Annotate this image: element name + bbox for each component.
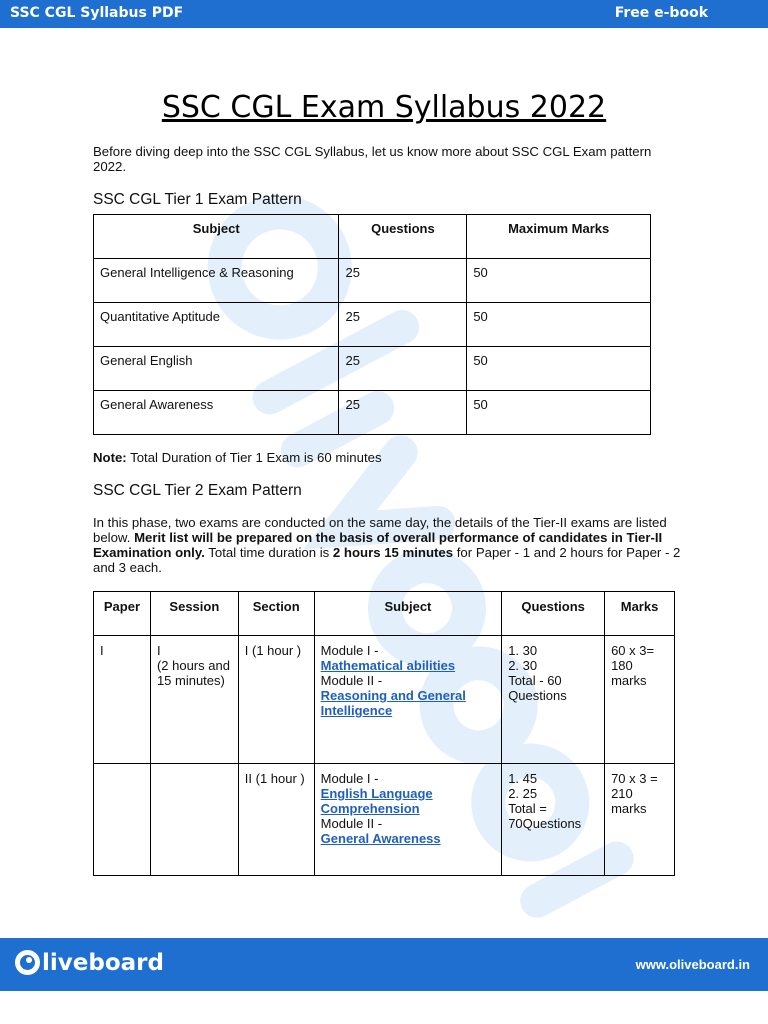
desc-text: Total time duration is xyxy=(204,545,333,560)
table-row xyxy=(94,303,651,347)
header-bar xyxy=(0,0,768,28)
tier1-heading: SSC CGL Tier 1 Exam Pattern xyxy=(93,191,302,208)
table-cell: General Intelligence & Reasoning xyxy=(94,259,339,303)
session-cell xyxy=(150,636,238,764)
column-header: Subject xyxy=(314,592,502,636)
table-header-row xyxy=(94,592,675,636)
table-cell: 50 xyxy=(467,391,651,435)
footer-bar xyxy=(0,938,768,991)
mathematical-abilities-link[interactable]: Mathematical abilities xyxy=(320,658,456,673)
desc-bold-text: 2 hours 15 minutes xyxy=(332,545,454,560)
table-row xyxy=(94,391,651,435)
column-header: Section xyxy=(238,592,314,636)
document-title: SSC CGL Exam Syllabus 2022 xyxy=(161,90,607,125)
column-header: Session xyxy=(150,592,238,636)
column-header: Paper xyxy=(94,592,151,636)
header-left-title: SSC CGL Syllabus PDF xyxy=(10,5,184,21)
table-cell: 25 xyxy=(339,259,467,303)
english-comprehension-link[interactable]: English Language Comprehension xyxy=(320,786,433,816)
table-cell: General Awareness xyxy=(94,391,339,435)
module-prefix: Module II - xyxy=(320,816,383,831)
note-text: Total Duration of Tier 1 Exam is 60 minutes xyxy=(126,450,382,465)
desc-bold-text: Merit list will be prepared on the basis of overall performance of candidates in Tier-II Examination only. xyxy=(93,530,663,560)
tier1-table xyxy=(93,214,651,435)
subject-cell xyxy=(314,636,502,764)
table-row xyxy=(94,636,675,764)
table-cell: 25 xyxy=(339,303,467,347)
table-cell: Quantitative Aptitude xyxy=(94,303,339,347)
module-prefix: Module II - xyxy=(320,673,383,688)
table-row xyxy=(94,347,651,391)
column-header: Questions xyxy=(502,592,605,636)
table-row xyxy=(94,259,651,303)
tier2-description xyxy=(93,515,693,575)
general-awareness-link[interactable]: General Awareness xyxy=(320,831,441,846)
tier2-heading: SSC CGL Tier 2 Exam Pattern xyxy=(93,482,302,499)
paper-cell: I xyxy=(94,636,151,764)
question-count: 2. 30 xyxy=(508,658,538,673)
table-header-row xyxy=(94,215,651,259)
brand-name: liveboard xyxy=(42,949,164,976)
marks-cell: 70 x 3 = 210 marks xyxy=(605,764,675,876)
module-prefix: Module I - xyxy=(320,643,379,658)
table-cell: 50 xyxy=(467,259,651,303)
section-cell: II (1 hour ) xyxy=(238,764,314,876)
subject-cell xyxy=(314,764,502,876)
column-header: Subject xyxy=(94,215,339,259)
table-cell: 50 xyxy=(467,347,651,391)
tier1-note xyxy=(93,450,683,465)
column-header: Marks xyxy=(605,592,675,636)
header-right-title: Free e-book xyxy=(614,5,708,21)
intro-paragraph: Before diving deep into the SSC CGL Syllabus, let us know more about SSC CGL Exam pattern 2022. xyxy=(93,144,652,174)
questions-cell xyxy=(502,764,605,876)
marks-cell: 60 x 3= 180 marks xyxy=(605,636,675,764)
oliveboard-logo-icon xyxy=(14,949,41,976)
table-cell: 25 xyxy=(339,347,467,391)
question-count: 1. 30 xyxy=(508,643,538,658)
session-value: I xyxy=(156,643,161,658)
question-count: 1. 45 xyxy=(508,771,538,786)
table-row xyxy=(94,764,675,876)
note-label: Note: xyxy=(93,450,127,465)
session-cell xyxy=(150,764,238,876)
section-cell: I (1 hour ) xyxy=(238,636,314,764)
column-header: Maximum Marks xyxy=(467,215,651,259)
question-count: 2. 25 xyxy=(508,786,538,801)
question-total: Total - 60 Questions xyxy=(508,673,567,703)
table-cell: 25 xyxy=(339,391,467,435)
paper-cell xyxy=(94,764,151,876)
tier2-table xyxy=(93,591,675,876)
table-cell: 50 xyxy=(467,303,651,347)
module-prefix: Module I - xyxy=(320,771,379,786)
question-total: Total = 70Questions xyxy=(508,801,582,831)
website-link[interactable]: www.oliveboard.in xyxy=(635,957,750,972)
table-cell: General English xyxy=(94,347,339,391)
column-header: Questions xyxy=(339,215,467,259)
reasoning-link[interactable]: Reasoning and General Intelligence xyxy=(320,688,466,718)
brand-logo[interactable] xyxy=(14,949,164,976)
desc-text: In this phase, two exams are conducted on the same day, the details of the Tier-II exams are listed below. xyxy=(93,515,667,545)
desc-text: for Paper - 1 and 2 hours for Paper - 2 and 3 each. xyxy=(93,545,681,575)
questions-cell xyxy=(502,636,605,764)
session-detail: (2 hours and 15 minutes) xyxy=(156,658,230,688)
